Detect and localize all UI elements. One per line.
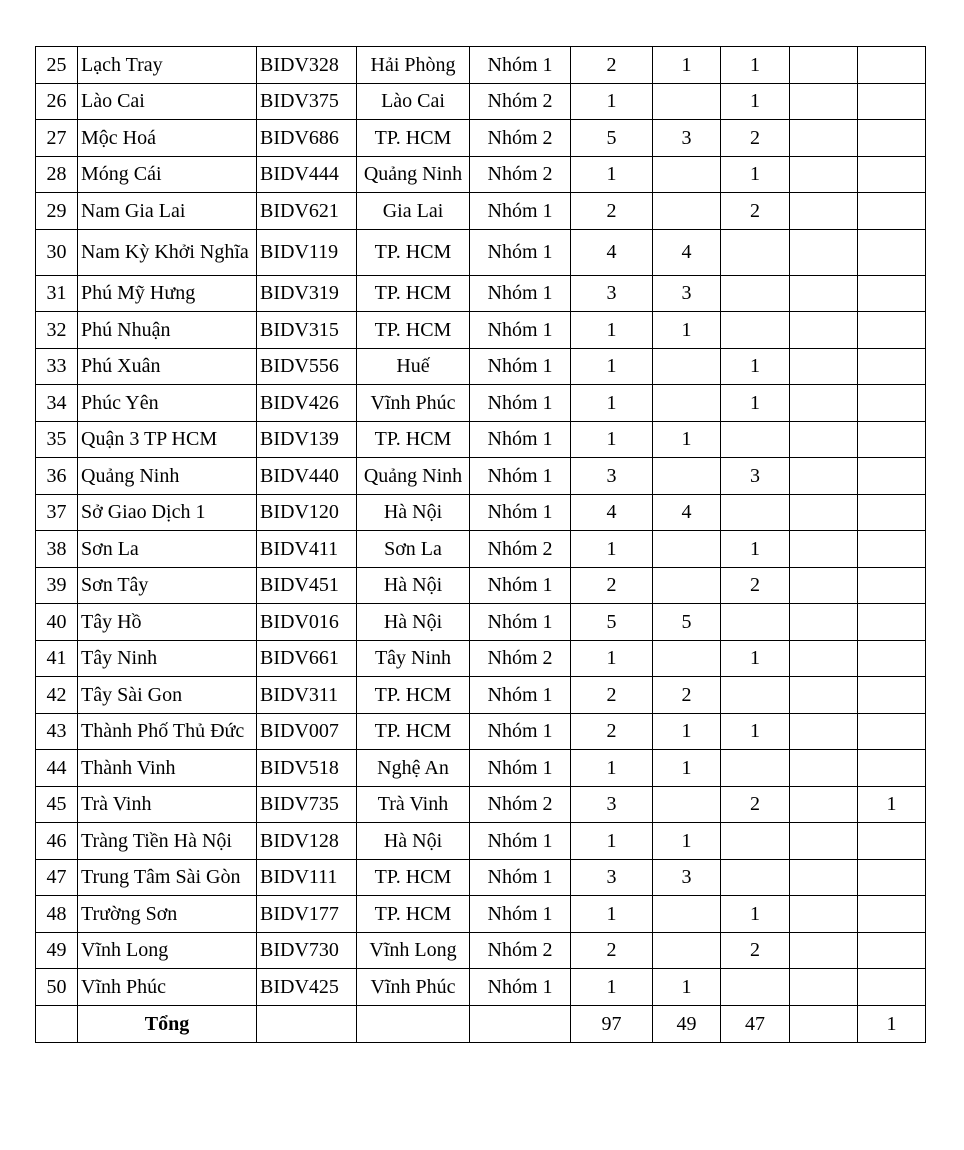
branch-name-cell: Lạch Tray: [78, 47, 257, 84]
branch-code-cell: BIDV661: [257, 640, 357, 677]
count-col-4-cell: [790, 348, 858, 385]
count-col-5-cell: [858, 750, 926, 787]
province-cell: TP. HCM: [357, 229, 470, 275]
count-total-cell: 2: [571, 932, 653, 969]
branch-code-cell: BIDV111: [257, 859, 357, 896]
group-cell: Nhóm 1: [470, 229, 571, 275]
row-number-cell: 25: [36, 47, 78, 84]
table-row: [36, 47, 926, 84]
branch-code-cell: BIDV444: [257, 156, 357, 193]
branch-name-cell: Tây Ninh: [78, 640, 257, 677]
count-col-4-cell: [790, 604, 858, 641]
count-col-5-cell: [858, 896, 926, 933]
count-col-2-cell: 2: [653, 677, 721, 714]
province-cell: Hà Nội: [357, 567, 470, 604]
row-number-cell: 32: [36, 312, 78, 349]
row-number-cell: 36: [36, 458, 78, 495]
table-row: [36, 750, 926, 787]
total-count-col-2: 49: [653, 1005, 721, 1042]
count-col-2-cell: [653, 156, 721, 193]
row-number-cell: 40: [36, 604, 78, 641]
count-col-2-cell: 4: [653, 229, 721, 275]
count-col-2-cell: 1: [653, 713, 721, 750]
province-cell: Hải Phòng: [357, 47, 470, 84]
count-col-3-cell: [721, 604, 790, 641]
row-number-cell: 43: [36, 713, 78, 750]
count-total-cell: 1: [571, 750, 653, 787]
count-col-4-cell: [790, 786, 858, 823]
row-number-cell: 42: [36, 677, 78, 714]
count-col-4-cell: [790, 83, 858, 120]
count-col-3-cell: [721, 750, 790, 787]
count-col-4-cell: [790, 640, 858, 677]
province-cell: TP. HCM: [357, 677, 470, 714]
count-col-3-cell: 1: [721, 896, 790, 933]
count-total-cell: 4: [571, 494, 653, 531]
count-col-2-cell: 3: [653, 859, 721, 896]
count-col-4-cell: [790, 156, 858, 193]
branch-code-cell: BIDV735: [257, 786, 357, 823]
group-cell: Nhóm 1: [470, 348, 571, 385]
count-col-3-cell: [721, 421, 790, 458]
count-col-5-cell: [858, 421, 926, 458]
branch-name-cell: Quảng Ninh: [78, 458, 257, 495]
province-cell: Vĩnh Phúc: [357, 969, 470, 1006]
total-count-col-5: 1: [858, 1005, 926, 1042]
count-col-2-cell: [653, 932, 721, 969]
branch-code-cell: BIDV621: [257, 193, 357, 230]
row-number-cell: 29: [36, 193, 78, 230]
total-empty-stt: [36, 1005, 78, 1042]
group-cell: Nhóm 1: [470, 604, 571, 641]
branch-code-cell: BIDV119: [257, 229, 357, 275]
group-cell: Nhóm 2: [470, 156, 571, 193]
row-number-cell: 30: [36, 229, 78, 275]
count-total-cell: 2: [571, 713, 653, 750]
count-col-2-cell: [653, 531, 721, 568]
row-number-cell: 50: [36, 969, 78, 1006]
row-number-cell: 37: [36, 494, 78, 531]
branch-code-cell: BIDV120: [257, 494, 357, 531]
group-cell: Nhóm 1: [470, 969, 571, 1006]
count-col-4-cell: [790, 932, 858, 969]
table-row: [36, 932, 926, 969]
count-col-3-cell: [721, 969, 790, 1006]
row-number-cell: 33: [36, 348, 78, 385]
count-col-5-cell: [858, 120, 926, 157]
count-col-2-cell: 1: [653, 421, 721, 458]
total-count-col-4: [790, 1005, 858, 1042]
count-col-2-cell: [653, 567, 721, 604]
count-total-cell: 1: [571, 531, 653, 568]
branch-name-cell: Tràng Tiền Hà Nội: [78, 823, 257, 860]
count-col-3-cell: 1: [721, 385, 790, 422]
branch-code-cell: BIDV518: [257, 750, 357, 787]
count-total-cell: 2: [571, 567, 653, 604]
table-row: [36, 969, 926, 1006]
group-cell: Nhóm 2: [470, 531, 571, 568]
group-cell: Nhóm 2: [470, 120, 571, 157]
count-col-5-cell: 1: [858, 786, 926, 823]
branch-code-cell: BIDV007: [257, 713, 357, 750]
count-col-4-cell: [790, 823, 858, 860]
branch-code-cell: BIDV730: [257, 932, 357, 969]
province-cell: Vĩnh Phúc: [357, 385, 470, 422]
count-col-3-cell: 2: [721, 567, 790, 604]
province-cell: Hà Nội: [357, 823, 470, 860]
table-row: [36, 156, 926, 193]
branch-name-cell: Phú Mỹ Hưng: [78, 275, 257, 312]
group-cell: Nhóm 1: [470, 385, 571, 422]
count-col-2-cell: 1: [653, 312, 721, 349]
table-row: [36, 275, 926, 312]
branch-code-cell: BIDV128: [257, 823, 357, 860]
count-col-4-cell: [790, 458, 858, 495]
count-col-3-cell: 1: [721, 640, 790, 677]
province-cell: TP. HCM: [357, 896, 470, 933]
count-total-cell: 3: [571, 275, 653, 312]
group-cell: Nhóm 1: [470, 193, 571, 230]
count-col-5-cell: [858, 604, 926, 641]
count-col-3-cell: [721, 494, 790, 531]
row-number-cell: 46: [36, 823, 78, 860]
group-cell: Nhóm 1: [470, 458, 571, 495]
count-total-cell: 1: [571, 312, 653, 349]
branch-code-cell: BIDV016: [257, 604, 357, 641]
count-col-2-cell: [653, 458, 721, 495]
branch-name-cell: Tây Hồ: [78, 604, 257, 641]
branch-name-cell: Trà Vinh: [78, 786, 257, 823]
branch-name-cell: Phú Xuân: [78, 348, 257, 385]
table-row: [36, 120, 926, 157]
group-cell: Nhóm 1: [470, 567, 571, 604]
row-number-cell: 26: [36, 83, 78, 120]
branch-code-cell: BIDV375: [257, 83, 357, 120]
group-cell: Nhóm 1: [470, 713, 571, 750]
total-row: [36, 1005, 926, 1042]
count-col-3-cell: [721, 229, 790, 275]
branch-name-cell: Lào Cai: [78, 83, 257, 120]
table-row: [36, 713, 926, 750]
table-row: [36, 494, 926, 531]
count-col-3-cell: 1: [721, 713, 790, 750]
count-total-cell: 5: [571, 120, 653, 157]
count-col-5-cell: [858, 229, 926, 275]
branch-name-cell: Vĩnh Long: [78, 932, 257, 969]
count-col-3-cell: 1: [721, 531, 790, 568]
row-number-cell: 34: [36, 385, 78, 422]
table-row: [36, 859, 926, 896]
group-cell: Nhóm 1: [470, 47, 571, 84]
total-count-total: 97: [571, 1005, 653, 1042]
branch-code-cell: BIDV426: [257, 385, 357, 422]
total-label: Tổng: [78, 1005, 257, 1042]
count-col-5-cell: [858, 193, 926, 230]
branch-name-cell: Sơn Tây: [78, 567, 257, 604]
count-col-3-cell: [721, 677, 790, 714]
group-cell: Nhóm 2: [470, 83, 571, 120]
count-col-4-cell: [790, 193, 858, 230]
count-col-4-cell: [790, 421, 858, 458]
count-total-cell: 5: [571, 604, 653, 641]
branch-table: [35, 46, 926, 1043]
row-number-cell: 45: [36, 786, 78, 823]
row-number-cell: 44: [36, 750, 78, 787]
table-row: [36, 83, 926, 120]
count-col-3-cell: 2: [721, 120, 790, 157]
row-number-cell: 38: [36, 531, 78, 568]
province-cell: Vĩnh Long: [357, 932, 470, 969]
count-col-2-cell: [653, 193, 721, 230]
count-col-2-cell: 3: [653, 275, 721, 312]
count-col-3-cell: 1: [721, 83, 790, 120]
branch-name-cell: Nam Kỳ Khởi Nghĩa: [78, 229, 257, 275]
branch-code-cell: BIDV139: [257, 421, 357, 458]
count-col-3-cell: [721, 823, 790, 860]
count-col-3-cell: 1: [721, 47, 790, 84]
count-col-4-cell: [790, 567, 858, 604]
count-col-5-cell: [858, 348, 926, 385]
count-col-4-cell: [790, 312, 858, 349]
table-row: [36, 421, 926, 458]
count-total-cell: 1: [571, 640, 653, 677]
branch-code-cell: BIDV319: [257, 275, 357, 312]
group-cell: Nhóm 1: [470, 859, 571, 896]
count-total-cell: 2: [571, 47, 653, 84]
branch-code-cell: BIDV315: [257, 312, 357, 349]
table-row: [36, 458, 926, 495]
province-cell: TP. HCM: [357, 859, 470, 896]
count-col-2-cell: 3: [653, 120, 721, 157]
count-total-cell: 1: [571, 823, 653, 860]
branch-name-cell: Phúc Yên: [78, 385, 257, 422]
count-total-cell: 1: [571, 969, 653, 1006]
count-total-cell: 3: [571, 859, 653, 896]
count-total-cell: 1: [571, 385, 653, 422]
count-col-5-cell: [858, 83, 926, 120]
branch-code-cell: BIDV686: [257, 120, 357, 157]
group-cell: Nhóm 1: [470, 275, 571, 312]
table-row: [36, 385, 926, 422]
row-number-cell: 41: [36, 640, 78, 677]
province-cell: TP. HCM: [357, 421, 470, 458]
count-col-4-cell: [790, 677, 858, 714]
table-row: [36, 604, 926, 641]
row-number-cell: 31: [36, 275, 78, 312]
row-number-cell: 47: [36, 859, 78, 896]
count-col-2-cell: 1: [653, 47, 721, 84]
count-col-2-cell: 1: [653, 750, 721, 787]
count-total-cell: 3: [571, 458, 653, 495]
group-cell: Nhóm 2: [470, 640, 571, 677]
count-col-5-cell: [858, 312, 926, 349]
count-col-4-cell: [790, 896, 858, 933]
group-cell: Nhóm 2: [470, 932, 571, 969]
count-col-5-cell: [858, 275, 926, 312]
count-col-2-cell: [653, 385, 721, 422]
table-row: [36, 567, 926, 604]
table-row: [36, 786, 926, 823]
table-row: [36, 348, 926, 385]
count-col-2-cell: [653, 83, 721, 120]
count-col-2-cell: [653, 896, 721, 933]
branch-name-cell: Tây Sài Gon: [78, 677, 257, 714]
branch-name-cell: Thành Vinh: [78, 750, 257, 787]
province-cell: Huế: [357, 348, 470, 385]
count-col-4-cell: [790, 120, 858, 157]
province-cell: Hà Nội: [357, 494, 470, 531]
count-total-cell: 1: [571, 348, 653, 385]
row-number-cell: 39: [36, 567, 78, 604]
count-col-3-cell: [721, 859, 790, 896]
branch-code-cell: BIDV177: [257, 896, 357, 933]
count-col-5-cell: [858, 969, 926, 1006]
branch-name-cell: Mộc Hoá: [78, 120, 257, 157]
province-cell: Lào Cai: [357, 83, 470, 120]
count-col-3-cell: [721, 312, 790, 349]
table-row: [36, 640, 926, 677]
total-count-col-3: 47: [721, 1005, 790, 1042]
count-col-4-cell: [790, 47, 858, 84]
count-col-5-cell: [858, 823, 926, 860]
province-cell: Sơn La: [357, 531, 470, 568]
count-col-4-cell: [790, 750, 858, 787]
count-col-5-cell: [858, 458, 926, 495]
count-col-4-cell: [790, 969, 858, 1006]
row-number-cell: 27: [36, 120, 78, 157]
count-col-4-cell: [790, 229, 858, 275]
row-number-cell: 28: [36, 156, 78, 193]
table-row: [36, 229, 926, 275]
count-col-5-cell: [858, 494, 926, 531]
count-col-3-cell: [721, 275, 790, 312]
count-col-3-cell: 2: [721, 786, 790, 823]
count-col-5-cell: [858, 859, 926, 896]
count-col-4-cell: [790, 859, 858, 896]
group-cell: Nhóm 1: [470, 823, 571, 860]
table-row: [36, 312, 926, 349]
count-col-5-cell: [858, 156, 926, 193]
count-total-cell: 4: [571, 229, 653, 275]
branch-code-cell: BIDV311: [257, 677, 357, 714]
province-cell: Tây Ninh: [357, 640, 470, 677]
group-cell: Nhóm 1: [470, 421, 571, 458]
count-total-cell: 3: [571, 786, 653, 823]
count-col-3-cell: 3: [721, 458, 790, 495]
branch-code-cell: BIDV440: [257, 458, 357, 495]
count-total-cell: 1: [571, 896, 653, 933]
branch-code-cell: BIDV425: [257, 969, 357, 1006]
row-number-cell: 35: [36, 421, 78, 458]
count-col-2-cell: [653, 786, 721, 823]
count-col-4-cell: [790, 713, 858, 750]
table-row: [36, 896, 926, 933]
count-col-5-cell: [858, 385, 926, 422]
count-col-2-cell: 5: [653, 604, 721, 641]
province-cell: Quảng Ninh: [357, 458, 470, 495]
branch-name-cell: Sở Giao Dịch 1: [78, 494, 257, 531]
group-cell: Nhóm 1: [470, 677, 571, 714]
total-empty-province: [357, 1005, 470, 1042]
branch-code-cell: BIDV451: [257, 567, 357, 604]
branch-name-cell: Quận 3 TP HCM: [78, 421, 257, 458]
branch-name-cell: Vĩnh Phúc: [78, 969, 257, 1006]
count-col-5-cell: [858, 567, 926, 604]
count-col-4-cell: [790, 531, 858, 568]
group-cell: Nhóm 1: [470, 312, 571, 349]
count-total-cell: 2: [571, 193, 653, 230]
count-col-3-cell: 2: [721, 932, 790, 969]
count-col-2-cell: 1: [653, 969, 721, 1006]
count-col-4-cell: [790, 494, 858, 531]
table-row: [36, 677, 926, 714]
count-col-5-cell: [858, 932, 926, 969]
row-number-cell: 49: [36, 932, 78, 969]
count-col-2-cell: 4: [653, 494, 721, 531]
group-cell: Nhóm 1: [470, 896, 571, 933]
province-cell: TP. HCM: [357, 120, 470, 157]
count-col-3-cell: 1: [721, 156, 790, 193]
count-col-4-cell: [790, 385, 858, 422]
province-cell: Quảng Ninh: [357, 156, 470, 193]
count-col-3-cell: 2: [721, 193, 790, 230]
count-col-2-cell: [653, 640, 721, 677]
count-col-2-cell: 1: [653, 823, 721, 860]
province-cell: Hà Nội: [357, 604, 470, 641]
branch-name-cell: Móng Cái: [78, 156, 257, 193]
group-cell: Nhóm 1: [470, 494, 571, 531]
province-cell: Nghệ An: [357, 750, 470, 787]
branch-code-cell: BIDV328: [257, 47, 357, 84]
count-total-cell: 1: [571, 83, 653, 120]
total-empty-code: [257, 1005, 357, 1042]
province-cell: Gia Lai: [357, 193, 470, 230]
branch-code-cell: BIDV556: [257, 348, 357, 385]
count-col-4-cell: [790, 275, 858, 312]
group-cell: Nhóm 1: [470, 750, 571, 787]
total-empty-group: [470, 1005, 571, 1042]
branch-name-cell: Trung Tâm Sài Gòn: [78, 859, 257, 896]
count-total-cell: 2: [571, 677, 653, 714]
table-row: [36, 531, 926, 568]
count-col-5-cell: [858, 640, 926, 677]
branch-name-cell: Trường Sơn: [78, 896, 257, 933]
count-col-3-cell: 1: [721, 348, 790, 385]
province-cell: Trà Vinh: [357, 786, 470, 823]
table-body: [36, 47, 926, 1043]
branch-name-cell: Nam Gia Lai: [78, 193, 257, 230]
table-row: [36, 823, 926, 860]
branch-name-cell: Thành Phố Thủ Đức: [78, 713, 257, 750]
count-total-cell: 1: [571, 156, 653, 193]
branch-code-cell: BIDV411: [257, 531, 357, 568]
table-row: [36, 193, 926, 230]
branch-name-cell: Phú Nhuận: [78, 312, 257, 349]
province-cell: TP. HCM: [357, 713, 470, 750]
province-cell: TP. HCM: [357, 312, 470, 349]
count-col-5-cell: [858, 531, 926, 568]
count-col-2-cell: [653, 348, 721, 385]
count-col-5-cell: [858, 713, 926, 750]
count-col-5-cell: [858, 47, 926, 84]
group-cell: Nhóm 2: [470, 786, 571, 823]
province-cell: TP. HCM: [357, 275, 470, 312]
count-col-5-cell: [858, 677, 926, 714]
count-total-cell: 1: [571, 421, 653, 458]
branch-name-cell: Sơn La: [78, 531, 257, 568]
row-number-cell: 48: [36, 896, 78, 933]
